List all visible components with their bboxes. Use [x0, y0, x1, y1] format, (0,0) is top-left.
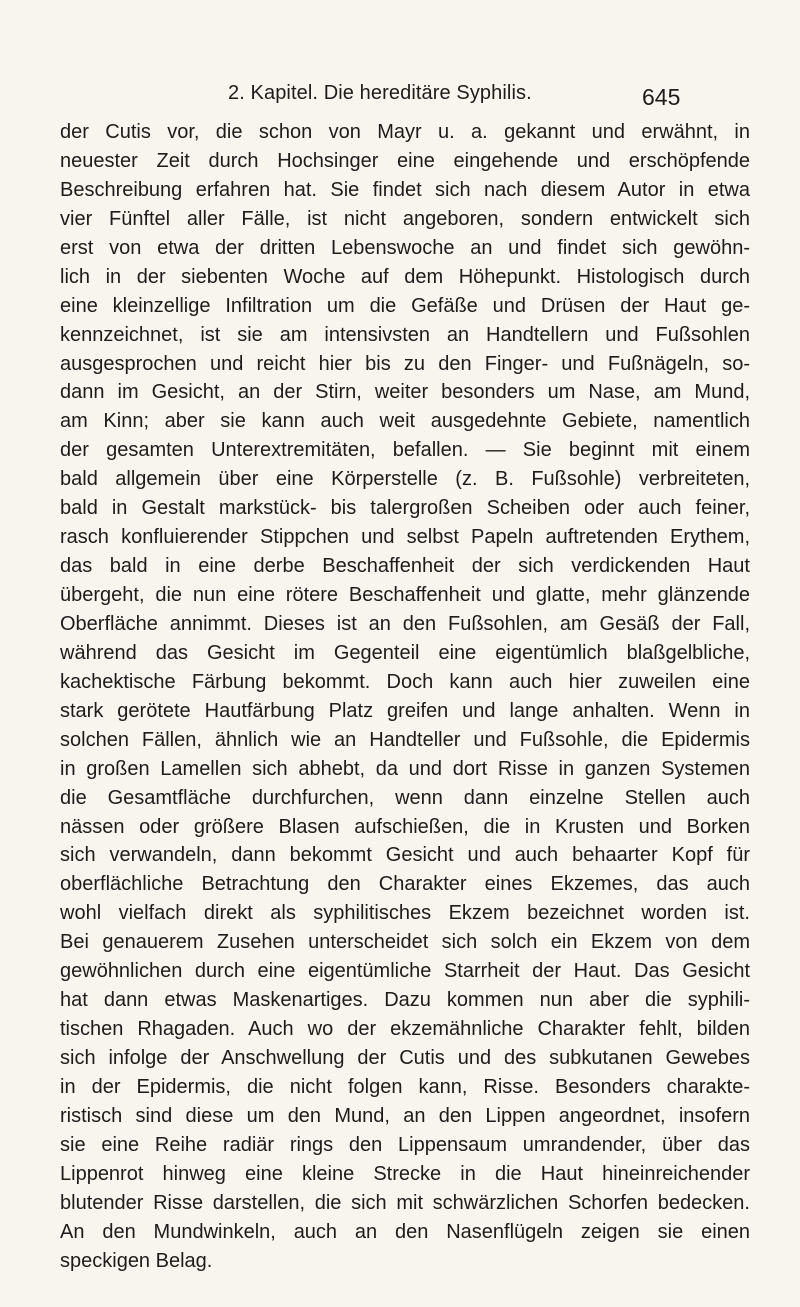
text-line: nässen oder größere Blasen aufschießen, die in Krusten und Borken [60, 815, 750, 838]
text-line: An den Mundwinkeln, auch an den Nasenflügeln zeigen sie einen [60, 1220, 750, 1243]
text-line: Oberfläche annimmt. Dieses ist an den Fußsohlen, am Gesäß der Fall, [60, 612, 750, 635]
text-line: solchen Fällen, ähnlich wie an Handteller und Fußsohle, die Epidermis [60, 728, 750, 751]
text-line: der gesamten Unterextremitäten, befallen. — Sie beginnt mit einem [60, 439, 750, 462]
text-line: die Gesamtfläche durchfurchen, wenn dann einzelne Stellen auch [60, 786, 750, 809]
text-line: kennzeichnet, ist sie am intensivsten an Handtellern und Fußsohlen [60, 323, 750, 346]
text-line: übergeht, die nun eine rötere Beschaffenheit und glatte, mehr glänzende [60, 584, 750, 606]
text-line: sich infolge der Anschwellung der Cutis und des subkutanen Gewebes [60, 1047, 750, 1069]
text-line: Bei genauerem Zusehen unterscheidet sich solch ein Ekzem von dem [60, 931, 750, 954]
text-line: ausgesprochen und reicht hier bis zu den Finger- und Fußnägeln, so- [60, 352, 750, 375]
text-line: eine kleinzellige Infiltration um die Gefäße und Drüsen der Haut ge- [60, 294, 750, 317]
text-line: hat dann etwas Maskenartiges. Dazu kommen nun aber die syphili- [60, 989, 750, 1012]
body-text [60, 118, 750, 1276]
text-line: bald in Gestalt markstück- bis talergroßen Scheiben oder auch feiner, [60, 497, 750, 520]
text-line: lich in der siebenten Woche auf dem Höhepunkt. Histologisch durch [60, 265, 750, 288]
text-line: tischen Rhagaden. Auch wo der ekzemähnliche Charakter fehlt, bilden [60, 1018, 750, 1041]
text-line: während das Gesicht im Gegenteil eine eigentümlich blaßgelbliche, [60, 641, 750, 664]
text-line: gewöhnlichen durch eine eigentümliche Starrheit der Haut. Das Gesicht [60, 960, 750, 983]
text-line: am Kinn; aber sie kann auch weit ausgedehnte Gebiete, namentlich [60, 410, 750, 433]
text-line: speckigen Belag. [60, 1249, 213, 1272]
text-line: stark gerötete Hautfärbung Platz greifen und lange anhalten. Wenn in [60, 699, 750, 722]
running-title: 2. Kapitel. Die hereditäre Syphilis. [228, 82, 532, 104]
text-line: erst von etwa der dritten Lebenswoche an und findet sich gewöhn- [60, 236, 750, 259]
text-line: vier Fünftel aller Fälle, ist nicht angeboren, sondern entwickelt sich [60, 207, 750, 230]
text-line: neuester Zeit durch Hochsinger eine eingehende und erschöpfende [60, 149, 750, 172]
page-number: 645 [642, 84, 681, 110]
text-line: in großen Lamellen sich abhebt, da und dort Risse in ganzen Systemen [60, 757, 750, 780]
text-line: rasch konfluierender Stippchen und selbst Papeln auftretenden Erythem, [60, 526, 750, 549]
text-line: das bald in eine derbe Beschaffenheit der sich verdickenden Haut [60, 555, 750, 578]
text-line: sich verwandeln, dann bekommt Gesicht und auch behaarter Kopf für [60, 844, 750, 867]
text-line: dann im Gesicht, an der Stirn, weiter besonders um Nase, am Mund, [60, 381, 750, 404]
text-line: in der Epidermis, die nicht folgen kann, Risse. Besonders charakte- [60, 1075, 750, 1098]
text-line: der Cutis vor, die schon von Mayr u. a. gekannt und erwähnt, in [60, 121, 750, 143]
text-line: kachektische Färbung bekommt. Doch kann auch hier zuweilen eine [60, 670, 750, 693]
text-line: blutender Risse darstellen, die sich mit schwärzlichen Schorfen bedecken. [60, 1191, 750, 1214]
text-line: Beschreibung erfahren hat. Sie findet sich nach diesem Autor in etwa [60, 178, 750, 201]
text-line: ristisch sind diese um den Mund, an den Lippen angeordnet, insofern [60, 1104, 750, 1127]
text-line: wohl vielfach direkt als syphilitisches Ekzem bezeichnet worden ist. [60, 902, 750, 925]
text-line: oberflächliche Betrachtung den Charakter eines Ekzemes, das auch [60, 873, 750, 896]
running-head [0, 74, 800, 114]
text-line: Lippenrot hinweg eine kleine Strecke in die Haut hineinreichender [60, 1162, 750, 1185]
text-line: bald allgemein über eine Körperstelle (z. B. Fußsohle) verbreiteten, [60, 468, 750, 491]
text-line: sie eine Reihe radiär rings den Lippensaum umrandender, über das [60, 1133, 750, 1156]
